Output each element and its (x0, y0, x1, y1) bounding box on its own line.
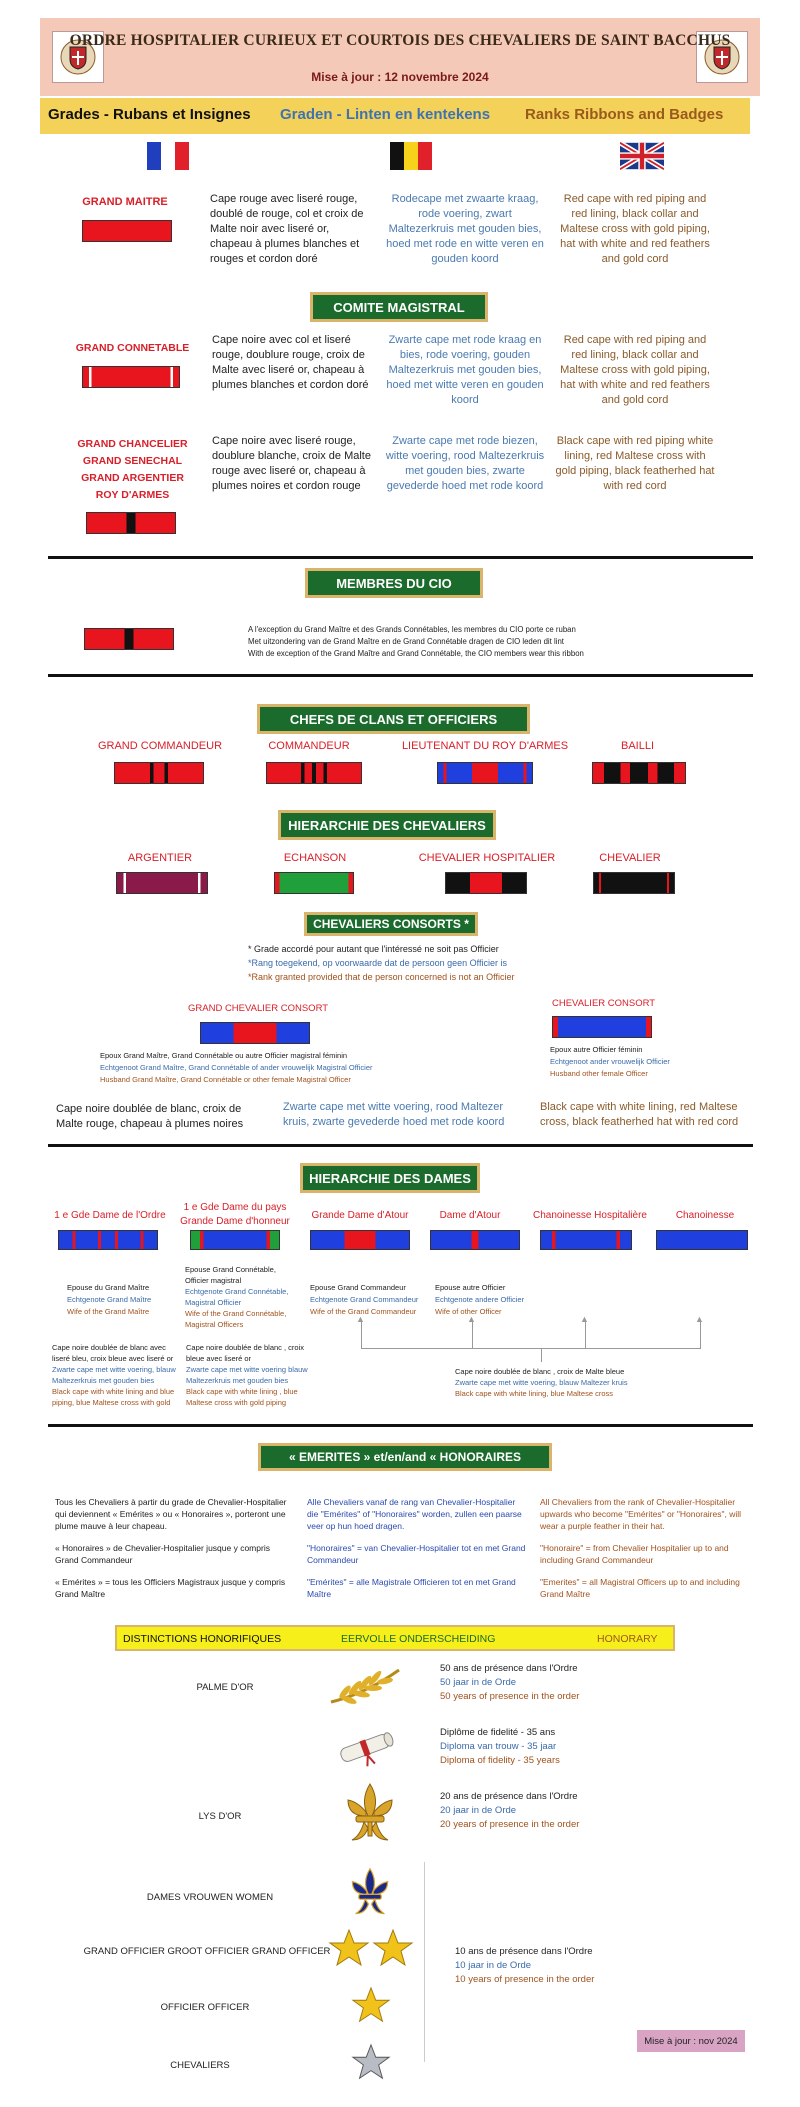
c2-en: Black cape with white lining , blue Maltese cross with gold piping (186, 1387, 298, 1407)
ribbon-grand-chevalier-consort (200, 1022, 310, 1044)
rank-grande-dame-atour-label: Grande Dame d'Atour (311, 1210, 409, 1221)
rank-chanoinesse-label: Chanoinesse (675, 1210, 735, 1221)
c2-fr: Cape noire doublée de blanc , croix bleue avec liseré or (186, 1343, 304, 1363)
c1-nl: Zwarte cape met witte voering, blauw Maltezerkruis met gouden bies (52, 1365, 176, 1385)
d3-fr: Epouse Grand Commandeur (310, 1283, 406, 1292)
cio-en: With de exception of the Grand Maître and Grand Connétable, the CIO members wear this ribbon (248, 649, 584, 658)
ten-fr: 10 ans de présence dans l'Ordre (455, 1946, 593, 1957)
emerites-nl-1: Alle Chevaliers vanaf de rang van Chevalier-Hospitalier die "Emérites" of "Honoraires" worden, zullen een paarse veer op hun hoed dragen. (307, 1497, 522, 1531)
rank-chanoinesse-hospitaliere-label: Chanoinesse Hospitalière (533, 1210, 647, 1221)
distinctions-en: HONORARY (597, 1633, 658, 1645)
section-comite-magistral: COMITE MAGISTRAL (310, 292, 488, 322)
grand-maitre-en: Red cape with red piping and red lining, black collar and Maltese cross with gold piping, hat with white and red feathers and gold cord (560, 193, 710, 265)
rank-roy-darmes: ROY D'ARMES (95, 489, 170, 501)
palm-leaf-icon (325, 1664, 405, 1708)
two-gold-stars-icon (327, 1928, 417, 1970)
update-date: Mise à jour : 12 novembre 2024 (311, 70, 489, 84)
grand-connetable-fr: Cape noire avec col et liseré rouge, doublure rouge, croix de Malte avec liseré or, chapeau à plumes blanches et cordon doré (212, 334, 369, 391)
lang-fr-title: Grades - Rubans et Insignes (48, 106, 251, 123)
connector-line (361, 1320, 362, 1348)
connector-line (700, 1320, 701, 1348)
connector-line (472, 1320, 473, 1348)
consorts-note-en: *Rank granted provided that de person concerned is not an Officier (248, 972, 515, 982)
ribbon-grand-connetable (82, 366, 180, 388)
divider (48, 556, 753, 559)
consort-cape-nl: Zwarte cape met witte voering, rood Maltezer kruis, zwarte gevederde hoed met rode koord (283, 1101, 505, 1128)
consorts-note (248, 942, 648, 984)
cio-description (248, 624, 728, 660)
c1-fr: Cape noire doublée de blanc avec liseré bleu, croix bleue avec liseré or (52, 1343, 174, 1363)
flag-france-icon (147, 142, 189, 170)
emerites-nl-2: "Honoraires" = van Chevalier-Hospitalier tot en met Grand Commandeur (307, 1543, 526, 1565)
dame-pays-description (185, 1264, 297, 1330)
emerites-fr-3: « Emérites » = tous les Officiers Magistraux jusque y compris Grand Maître (55, 1577, 286, 1599)
emerites-en-1: All Chevaliers from the rank of Chevalier-Hospitalier upwards who become "Emérites" or "Honoraires", will wear a purple feather in their hat. (540, 1497, 742, 1531)
rank-grand-commandeur-label: GRAND COMMANDEUR (97, 740, 223, 752)
lys-description (440, 1790, 670, 1832)
rank-echanson-label: ECHANSON (283, 852, 347, 864)
grand-chancelier-nl: Zwarte cape met rode biezen, witte voering, rood Maltezerkruis met gouden bies, zwarte gevederde hoed met rode koord (385, 435, 545, 492)
ribbon-dame-pays (190, 1230, 280, 1250)
c3-fr: Cape noire doublée de blanc , croix de Malte bleue (455, 1367, 625, 1376)
diploma-nl: Diploma van trouw - 35 jaar (440, 1741, 557, 1752)
distinctions-nl: EERVOLLE ONDERSCHEIDING (341, 1633, 496, 1645)
rank-dame-ordre-label: 1 e Gde Dame de l'Ordre (54, 1210, 166, 1221)
palme-description (440, 1662, 670, 1704)
ribbon-echanson (274, 872, 354, 894)
c1-en: Black cape with white lining and blue piping, blue Maltese cross with gold (52, 1387, 175, 1407)
ten-nl: 10 jaar in de Orde (455, 1960, 532, 1971)
section-chevaliers-consorts: CHEVALIERS CONSORTS * (304, 912, 478, 936)
cio-fr: A l'exception du Grand Maître et des Grands Connétables, les membres du CIO porte ce ruban (248, 625, 576, 634)
diploma-description (440, 1726, 670, 1768)
ribbon-bailli (592, 762, 686, 784)
rank-bailli-label: BAILLI (620, 740, 655, 752)
c2-nl: Zwarte cape met witte voering blauw Maltezerkruis met gouden bies (186, 1365, 308, 1385)
fleur-de-lys-gold-icon (340, 1780, 400, 1846)
consort-fr: Epoux autre Officier féminin (550, 1045, 643, 1054)
grand-consort-en: Husband Grand Maître, Grand Connétable or other female Magistral Officer (100, 1075, 351, 1084)
grand-chancelier-fr: Cape noire avec liseré rouge, doublure blanche, croix de Malte rouge avec liseré or, chapeau à plumes noires et cordon rouge (212, 435, 371, 492)
divider (48, 1424, 753, 1427)
rank-grand-chancelier: GRAND CHANCELIER (77, 438, 188, 450)
cape-dames-autres (455, 1366, 655, 1399)
page-title: ORDRE HOSPITALIER CURIEUX ET COURTOIS DES CHEVALIERS DE SAINT BACCHUS (69, 32, 731, 49)
rank-dame-pays-label: 1 e Gde Dame du pays Grande Dame d'honneur (180, 1202, 290, 1227)
d4-nl: Echtgenote andere Officier (435, 1295, 525, 1304)
rank-grand-argentier: GRAND ARGENTIER (81, 472, 184, 484)
consort-cape-fr: Cape noire doublée de blanc, croix de Malte rouge, chapeau à plumes noires (56, 1103, 244, 1130)
cio-nl: Met uitzondering van de Grand Maître en de Grand Connétable dragen de CIO leden dit lint (248, 637, 564, 646)
grand-connetable-en: Red cape with red piping and red lining, black collar and Maltese cross with gold piping, hat with white and red feathers and gold cord (560, 334, 710, 406)
grand-consort-description (100, 1050, 460, 1086)
distinctions-fr: DISTINCTIONS HONORIFIQUES (123, 1633, 282, 1645)
c3-en: Black cape with white lining, blue Maltese cross (455, 1389, 613, 1398)
lys-dor-label: LYS D'OR (198, 1811, 242, 1822)
ribbon-grand-maitre (82, 220, 172, 242)
grand-consort-nl: Echtgenoot Grand Maître, Grand Connétable of ander vrouwelijk Magistral Officier (100, 1063, 373, 1072)
emerites-en-3: "Emerites" = all Magistral Officers up to and including Grand Maître (540, 1577, 740, 1599)
grand-maitre-fr: Cape rouge avec liseré rouge, doublé de rouge, col et croix de Malte noir avec liseré or, chapeau à plumes blanches et rouges et cordon doré (210, 193, 364, 265)
ribbon-chevalier-consort (552, 1016, 652, 1038)
separator-line (424, 1862, 425, 2062)
lys-en: 20 years of presence in the order (440, 1819, 580, 1830)
gold-star-icon (350, 1985, 392, 2027)
section-hierarchie-chevaliers: HIERARCHIE DES CHEVALIERS (278, 810, 496, 840)
lang-en-title: Ranks Ribbons and Badges (525, 106, 724, 123)
divider (48, 1144, 753, 1147)
ribbon-argentier (116, 872, 208, 894)
d2-en: Wife of the Grand Connétable, Magistral Officers (185, 1309, 287, 1329)
d1-nl: Echtgenote Grand Maître (67, 1295, 152, 1304)
rank-chevalier-hospitalier-label: CHEVALIER HOSPITALIER (418, 852, 556, 864)
grand-connetable-nl: Zwarte cape met rode kraag en bies, rode voering, gouden Maltezerkruis met gouden bies, hoed met witte veren en gouden koord (386, 334, 544, 406)
arrow-up-icon: ▲ (356, 1314, 365, 1324)
grand-maitre-nl: Rodecape met zwaarte kraag, rode voering, zwart Maltezerkruis met gouden bies, hoed met rode en witte veren en gouden koord (386, 193, 544, 265)
connector-line (541, 1348, 542, 1362)
ten-en: 10 years of presence in the order (455, 1974, 595, 1985)
section-emerites-honoraires: « EMERITES » et/en/and « HONORAIRES (258, 1443, 552, 1471)
chevaliers-label: CHEVALIERS (170, 2060, 230, 2071)
rank-chevalier-consort-label: CHEVALIER CONSORT (552, 998, 656, 1009)
cape-dame-ordre (52, 1342, 182, 1408)
emerites-fr (55, 1496, 295, 1600)
officier-label: OFFICIER OFFICER (160, 2002, 250, 2013)
section-chefs-de-clans: CHEFS DE CLANS ET OFFICIERS (257, 704, 530, 734)
grand-consort-fr: Epoux Grand Maître, Grand Connétable ou autre Officier magistral féminin (100, 1051, 348, 1060)
grand-chancelier-en: Black cape with red piping white lining, red Maltese cross with gold piping, black featherhed hat with red cord (555, 435, 715, 492)
d1-en: Wife of the Grand Maître (67, 1307, 150, 1316)
palme-nl: 50 jaar in de Orde (440, 1677, 517, 1688)
lys-nl: 20 jaar in de Orde (440, 1805, 517, 1816)
arrow-up-icon: ▲ (467, 1314, 476, 1324)
rank-chancelier-labels (70, 436, 195, 504)
ribbon-chanoinesse-hospitaliere (540, 1230, 632, 1250)
rank-lieutenant-label: LIEUTENANT DU ROY D'ARMES (401, 740, 569, 752)
consort-description (550, 1044, 750, 1080)
consort-cape-en: Black cape with white lining, red Maltese cross, black featherhed hat with red cord (540, 1101, 739, 1128)
palme-en: 50 years of presence in the order (440, 1691, 580, 1702)
consort-nl: Echtgenoot ander vrouwelijk Officier (550, 1057, 670, 1066)
diploma-scroll-icon (330, 1728, 400, 1768)
cape-dame-pays (186, 1342, 316, 1408)
rank-grand-chevalier-consort-label: GRAND CHEVALIER CONSORT (188, 1003, 329, 1014)
ribbon-dame-ordre (58, 1230, 158, 1250)
lang-nl-title: Graden - Linten en kentekens (280, 106, 491, 123)
d3-en: Wife of the Grand Commandeur (310, 1307, 417, 1316)
d1-fr: Epouse du Grand Maître (67, 1283, 150, 1292)
fleur-de-lys-blue-icon (346, 1864, 394, 1920)
d4-en: Wife of other Officer (435, 1307, 502, 1316)
rank-grand-connetable-label: GRAND CONNETABLE (75, 342, 190, 354)
rank-grand-senechal: GRAND SENECHAL (82, 455, 183, 467)
connector-line (585, 1320, 586, 1348)
rank-grand-maitre-label: GRAND MAITRE (82, 196, 168, 208)
emerites-en-2: "Honoraire" = from Chevalier Hospitalier up to and including Grand Commandeur (540, 1543, 729, 1565)
rank-commandeur-label: COMMANDEUR (268, 740, 350, 752)
flag-uk-icon (620, 142, 664, 170)
consorts-note-nl: *Rang toegekend, op voorwaarde dat de persoon geen Officier is (248, 958, 508, 968)
palme-fr: 50 ans de présence dans l'Ordre (440, 1663, 578, 1674)
section-hierarchie-dames: HIERARCHIE DES DAMES (300, 1163, 480, 1193)
ribbon-grande-dame-atour (310, 1230, 410, 1250)
lys-fr: 20 ans de présence dans l'Ordre (440, 1791, 578, 1802)
header-banner (40, 18, 760, 96)
footer-update-badge: Mise à jour : nov 2024 (637, 2030, 745, 2052)
distinctions-banner (115, 1625, 675, 1651)
ribbon-grand-chancelier (86, 512, 176, 534)
rank-dame-atour-label: Dame d'Atour (439, 1210, 501, 1221)
ribbon-dame-atour (430, 1230, 520, 1250)
grand-officier-label: GRAND OFFICIER GROOT OFFICIER GRAND OFFICER (83, 1946, 331, 1957)
ribbon-chevalier (593, 872, 675, 894)
arrow-up-icon: ▲ (695, 1314, 704, 1324)
ribbon-chanoinesse (656, 1230, 748, 1250)
diploma-fr: Diplôme de fidelité - 35 ans (440, 1727, 556, 1738)
d3-nl: Echtgenote Grand Commandeur (310, 1295, 419, 1304)
dames-vrouwen-women-label: DAMES VROUWEN WOMEN (146, 1892, 274, 1903)
emerites-nl (307, 1496, 527, 1600)
flag-belgium-icon (390, 142, 432, 170)
ribbon-commandeur (266, 762, 362, 784)
d2-fr: Epouse Grand Connétable, Officier magistral (185, 1265, 276, 1285)
dame-ordre-description (67, 1282, 177, 1318)
consort-en: Husband other female Officer (550, 1069, 648, 1078)
ribbon-lieutenant (437, 762, 533, 784)
rank-argentier-label: ARGENTIER (127, 852, 193, 864)
silver-star-icon (350, 2042, 392, 2084)
ribbon-cio (84, 628, 174, 650)
emerites-en (540, 1496, 755, 1600)
consorts-note-fr: * Grade accordé pour autant que l'intéressé ne soit pas Officier (248, 944, 499, 954)
emerites-nl-3: "Emérites" = alle Magistrale Officieren tot en met Grand Maître (307, 1577, 516, 1599)
d2-nl: Echtgenote Grand Connétable, Magistral Officier (185, 1287, 289, 1307)
arrow-up-icon: ▲ (580, 1314, 589, 1324)
language-bar (40, 98, 750, 134)
emerites-fr-1: Tous les Chevaliers à partir du grade de Chevalier-Hospitalier qui deviennent « Emérites » ou « Honoraires », porteront une plume mauve à leur chapeau. (55, 1497, 287, 1531)
grande-dame-atour-description (310, 1282, 435, 1318)
c3-nl: Zwarte cape met witte voering, blauw Maltezer kruis (455, 1378, 628, 1387)
ten-years-description (455, 1945, 685, 1987)
section-membres-cio: MEMBRES DU CIO (305, 568, 483, 598)
dame-atour-description (435, 1282, 545, 1318)
rank-chevalier-label: CHEVALIER (599, 852, 661, 864)
divider (48, 674, 753, 677)
emerites-fr-2: « Honoraires » de Chevalier-Hospitalier jusque y compris Grand Commandeur (55, 1543, 270, 1565)
palme-dor-label: PALME D'OR (196, 1682, 254, 1693)
ribbon-grand-commandeur (114, 762, 204, 784)
connector-line (361, 1348, 701, 1349)
ribbon-chevalier-hospitalier (445, 872, 527, 894)
d4-fr: Epouse autre Officier (435, 1283, 506, 1292)
diploma-en: Diploma of fidelity - 35 years (440, 1755, 560, 1766)
